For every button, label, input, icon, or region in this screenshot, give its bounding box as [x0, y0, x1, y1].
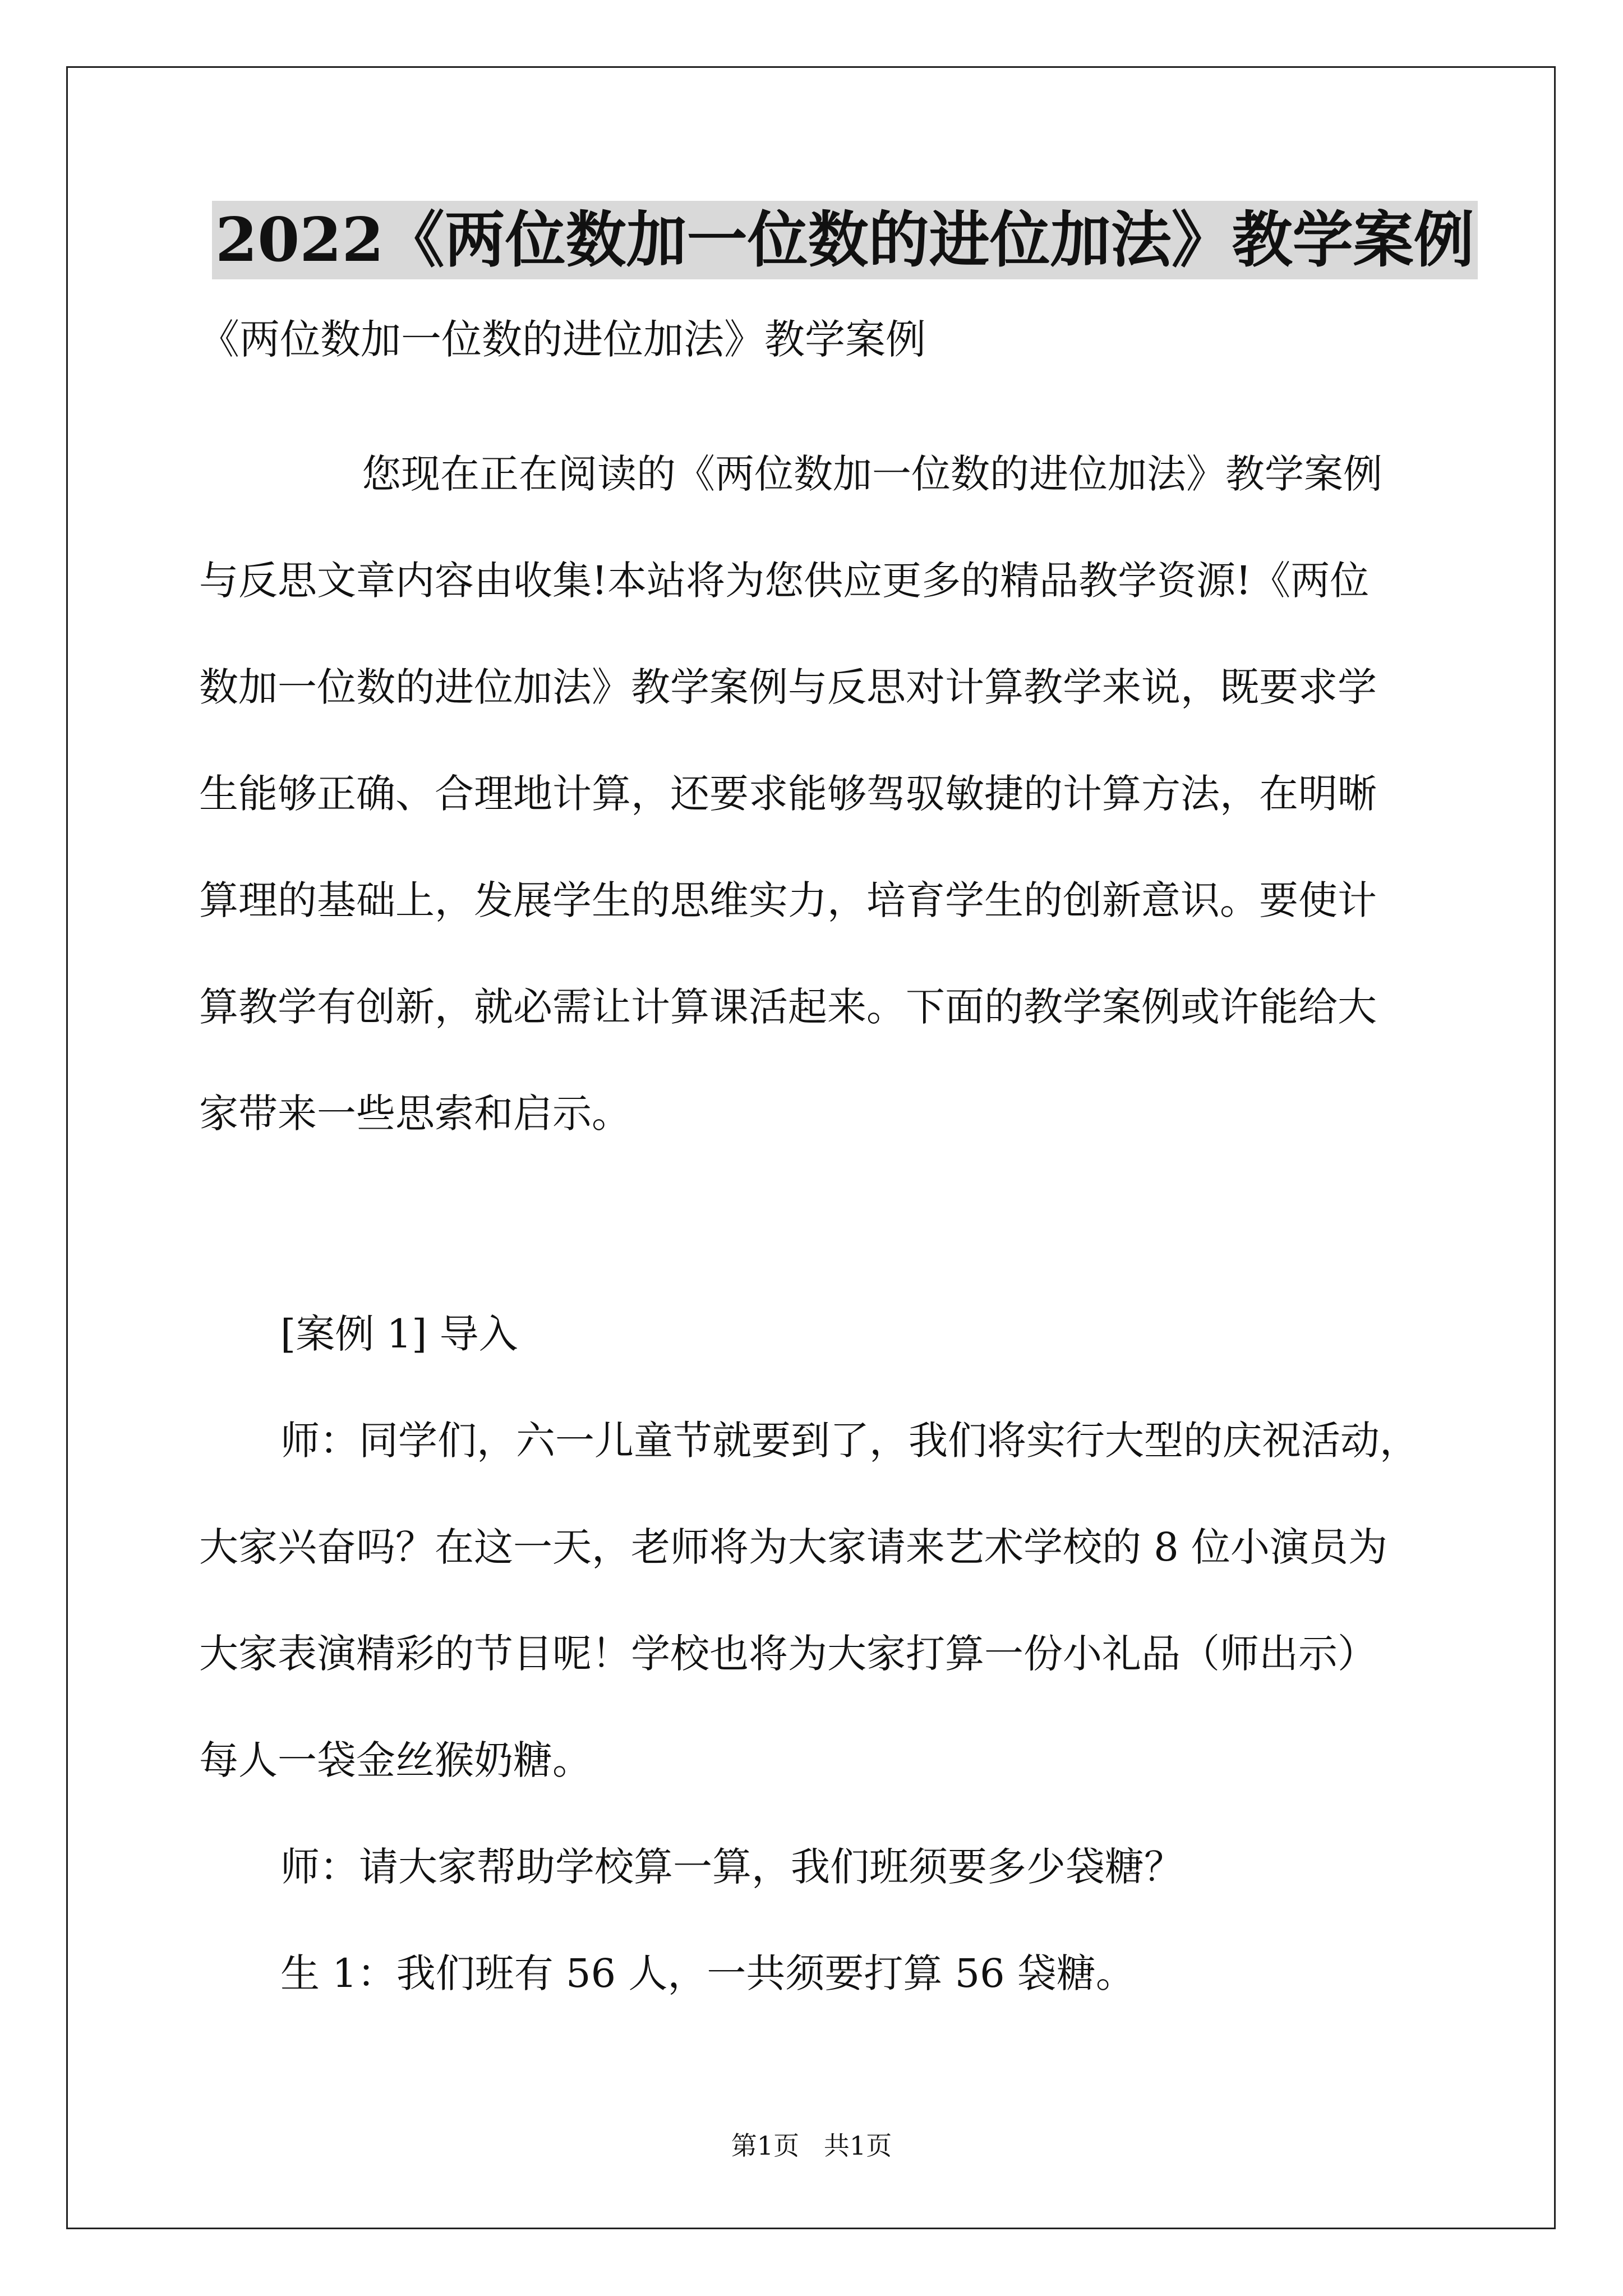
dialog-line: 师：请大家帮助学校算一算，我们班须要多少袋糖？ [280, 1844, 1183, 1890]
dialog-line: 大家兴奋吗？在这一天，老师将为大家请来艺术学校的 8 位小演员为 [199, 1524, 1388, 1570]
intro-line: 与反思文章内容由收集!本站将为您供应更多的精品教学资源!《两位 [199, 558, 1370, 604]
intro-line: 您现在正在阅读的《两位数加一位数的进位加法》教学案例 [362, 451, 1382, 497]
intro-line: 生能够正确、合理地计算，还要求能够驾驭敏捷的计算方法，在明晰 [199, 771, 1377, 817]
intro-line: 算教学有创新，就必需让计算课活起来。下面的教学案例或许能给大 [199, 984, 1377, 1030]
dialog-line: 每人一袋金丝猴奶糖。 [199, 1737, 592, 1783]
dialog-line: 生 1：我们班有 56 人，一共须要打算 56 袋糖。 [280, 1950, 1135, 1996]
intro-line: 算理的基础上，发展学生的思维实力，培育学生的创新意识。要使计 [199, 877, 1377, 923]
document-subtitle: 《两位数加一位数的进位加法》教学案例 [199, 316, 926, 363]
dialog-line: 大家表演精彩的节目呢！学校也将为大家打算一份小礼品（师出示） [199, 1631, 1377, 1677]
page-border [66, 66, 1556, 2229]
dialog-line: 师：同学们，六一儿童节就要到了，我们将实行大型的庆祝活动， [280, 1418, 1419, 1464]
intro-line: 数加一位数的进位加法》教学案例与反思对计算教学来说，既要求学 [199, 664, 1377, 710]
case-heading: [案例 1] 导入 [280, 1311, 518, 1357]
document-title: 2022《两位数加一位数的进位加法》教学案例 [212, 201, 1478, 279]
intro-line: 家带来一些思索和启示。 [199, 1091, 631, 1137]
page-footer: 第1页 共1页 [731, 2131, 892, 2161]
